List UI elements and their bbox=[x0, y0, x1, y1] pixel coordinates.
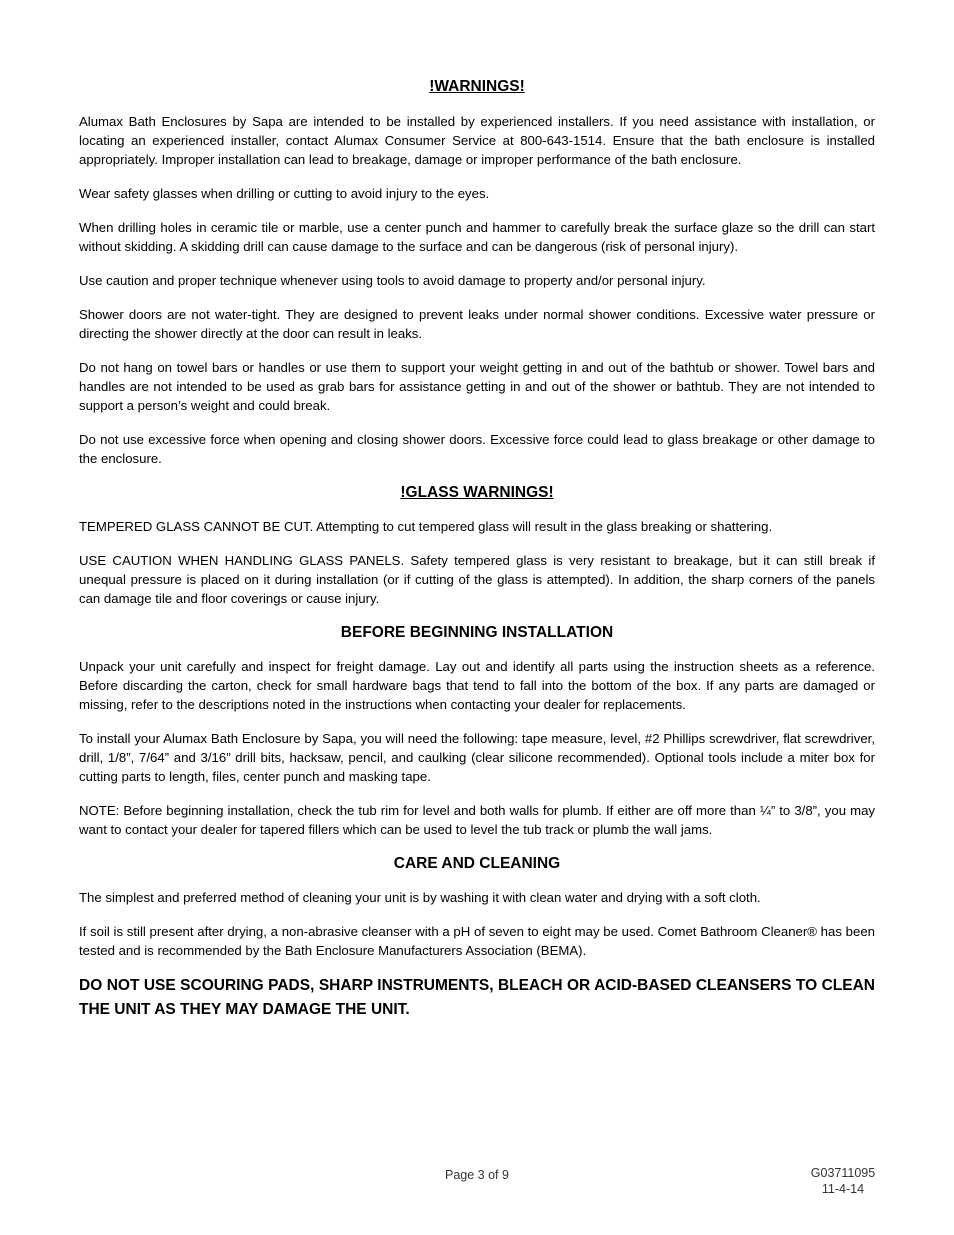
warnings-paragraph-force: Do not use excessive force when opening and closing shower doors. Excessive force could lead to glass breakage or other damage to the enclosure. bbox=[79, 432, 875, 466]
before-paragraph-note: NOTE: Before beginning installation, check the tub rim for level and both walls for plumb. If either are off more than ¼” to 3/8”, you may want to contact your dealer for tapered fillers which can be used to level the tub track or plumb the wall jams. bbox=[79, 803, 875, 837]
document-code: G03711095 bbox=[810, 1166, 876, 1180]
before-paragraph-tools-needed: To install your Alumax Bath Enclosure by Sapa, you will need the following: tape measure, level, #2 Phillips screwdriver, flat screwdriver, drill, 1/8”, 7/64” and 3/16” drill bits, hacksaw, pencil, and caulking (clear silicone recommended). Optional tools include a miter box for cutting parts to length, files, center punch and masking tape. bbox=[79, 731, 875, 784]
glass-warnings-heading: !GLASS WARNINGS! bbox=[400, 484, 554, 501]
warnings-paragraph-towel-bars: Do not hang on towel bars or handles or use them to support your weight getting in and out of the bathtub or shower. Towel bars and handles are not intended to be used as grab bars for assistance getting in and out of the shower or bathtub. They are not intended to support a person’s weight and could break. bbox=[79, 360, 875, 413]
document-date: 11-4-14 bbox=[821, 1182, 865, 1196]
warnings-paragraph-installers: Alumax Bath Enclosures by Sapa are intended to be installed by experienced installers. If you need assistance with installation, or locating an experienced installer, contact Alumax Consumer Service at 800-643-1514. Ensure that the bath enclosure is installed appropriately. Improper installation can lead to breakage, damage or improper performance of the bath enclosure. bbox=[79, 114, 875, 167]
document-page bbox=[79, 76, 875, 1022]
warnings-paragraph-tools: Use caution and proper technique whenever using tools to avoid damage to property and/or personal injury. bbox=[79, 273, 706, 288]
care-final-warning: DO NOT USE SCOURING PADS, SHARP INSTRUMENTS, BLEACH OR ACID-BASED CLEANSERS TO CLEAN THE UNIT AS THEY MAY DAMAGE THE UNIT. bbox=[79, 977, 875, 1018]
care-paragraph-simplest: The simplest and preferred method of cleaning your unit is by washing it with clean water and drying with a soft cloth. bbox=[79, 890, 761, 905]
before-paragraph-unpack: Unpack your unit carefully and inspect for freight damage. Lay out and identify all parts using the instruction sheets as a reference. Before discarding the carton, check for small hardware bags that tend to fall into the bottom of the box. If any parts are damaged or missing, refer to the descriptions noted in the instructions when contacting your dealer for replacements. bbox=[79, 659, 875, 712]
warnings-paragraph-drilling: When drilling holes in ceramic tile or marble, use a center punch and hammer to carefully break the surface glaze so the drill can start without skidding. A skidding drill can cause damage to the surface and can be dangerous (risk of personal injury). bbox=[79, 220, 875, 254]
document-code-block bbox=[800, 1165, 886, 1197]
care-paragraph-cleanser: If soil is still present after drying, a non-abrasive cleanser with a pH of seven to eight may be used. Comet Bathroom Cleaner® has been tested and is recommended by the Bath Enclosure Manufacturers Association (BEMA). bbox=[79, 924, 875, 958]
page-number: Page 3 of 9 bbox=[445, 1168, 509, 1182]
glass-paragraph-cannot-cut: TEMPERED GLASS CANNOT BE CUT. Attempting to cut tempered glass will result in the glass breaking or shattering. bbox=[79, 519, 773, 534]
warnings-heading: !WARNINGS! bbox=[429, 78, 525, 95]
care-heading: CARE AND CLEANING bbox=[393, 855, 561, 872]
warnings-paragraph-water-tight: Shower doors are not water-tight. They are designed to prevent leaks under normal shower conditions. Excessive water pressure or directing the shower directly at the door can result in leaks. bbox=[79, 307, 875, 341]
glass-paragraph-handling: USE CAUTION WHEN HANDLING GLASS PANELS. Safety tempered glass is very resistant to breakage, but it can still break if unequal pressure is placed on it during installation (or if cutting of the glass is attempted). In addition, the sharp corners of the panels can damage tile and floor coverings or cause injury. bbox=[79, 553, 875, 606]
before-installation-heading: BEFORE BEGINNING INSTALLATION bbox=[340, 624, 614, 641]
warnings-paragraph-safety-glasses: Wear safety glasses when drilling or cutting to avoid injury to the eyes. bbox=[79, 186, 490, 201]
